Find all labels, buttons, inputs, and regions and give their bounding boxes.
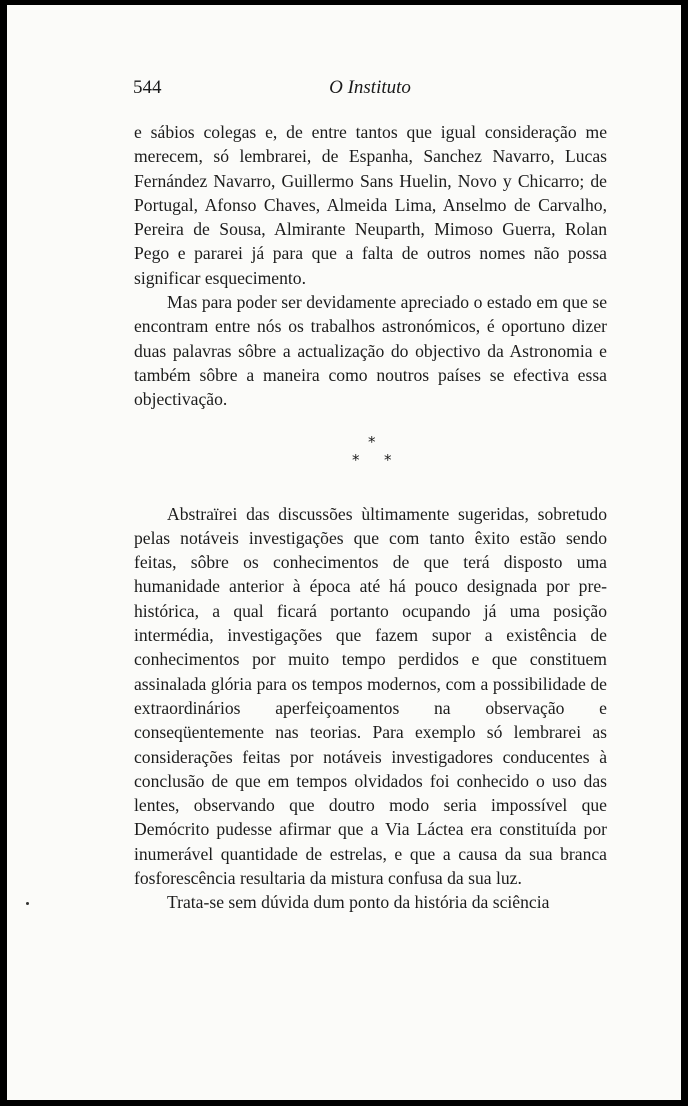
margin-speck — [26, 902, 29, 905]
paragraph-1: e sábios colegas e, de entre tantos que igual consideração me merecem, só lembrarei, de Espanha, Sanchez Navarro, Lucas Fernández Navarro, Guillermo Sans Huelin, Novo y Chicarro; de Portugal, Afonso Chaves, Almeida Lima, Anselmo de Carvalho, Pereira de Sousa, Almirante Neuparth, Mimoso Guerra, Rolan Pego e pararei já para que a falta de outros nomes não possa significar esquecimento. — [134, 122, 607, 288]
paragraph-3: Abstraïrei das discussões ùltimamente sugeridas, sobretudo pelas notáveis investigações que com tanto êxito estão sendo feitas, sôbre os conhecimentos de que terá disposto uma humanidade anterior à época até há pouco designada por pre-histórica, a qual ficará portanto ocupando já uma posição intermédia, investigações que fazem supor a existência de conhecimentos por muito tempo perdidos e que constituem assinalada glória para os tempos modernos, com a possibilidade de extraordinários aperfeiçoamentos na observação e conseqüentemente nas teorias. Para exemplo só lembrarei as considerações feitas por notáveis investigadores conducentes à conclusão de que em tempos olvidados foi conhecido o uso das lentes, observando que doutro modo seria impossível que Demócrito pudesse afirmar que a Via Láctea era constituída por inumerável quantidade de estrelas, e que a causa da sua branca fosforescência resultaria da mistura confusa da sua luz. — [134, 503, 607, 889]
page-number: 544 — [133, 77, 162, 98]
book-page — [7, 5, 681, 1100]
paragraph-2: Mas para poder ser devidamente apreciado o estado em que se encontram entre nós os trabalhos astronómicos, é oportuno dizer duas palavras sôbre a actualização do objectivo da Astronomia e também sôbre a maneira como noutros países se efectiva essa objectivação. — [134, 292, 607, 410]
asterism-star-left: * — [352, 450, 360, 469]
paragraph-4: Trata-se sem dúvida dum ponto da história da sciência — [167, 892, 550, 913]
running-title: O Instituto — [329, 77, 411, 98]
body-text — [134, 120, 607, 915]
section-asterism — [134, 412, 607, 502]
asterism-star-top: * — [368, 432, 376, 451]
asterism-star-right: * — [384, 450, 392, 469]
page-header — [133, 77, 607, 107]
